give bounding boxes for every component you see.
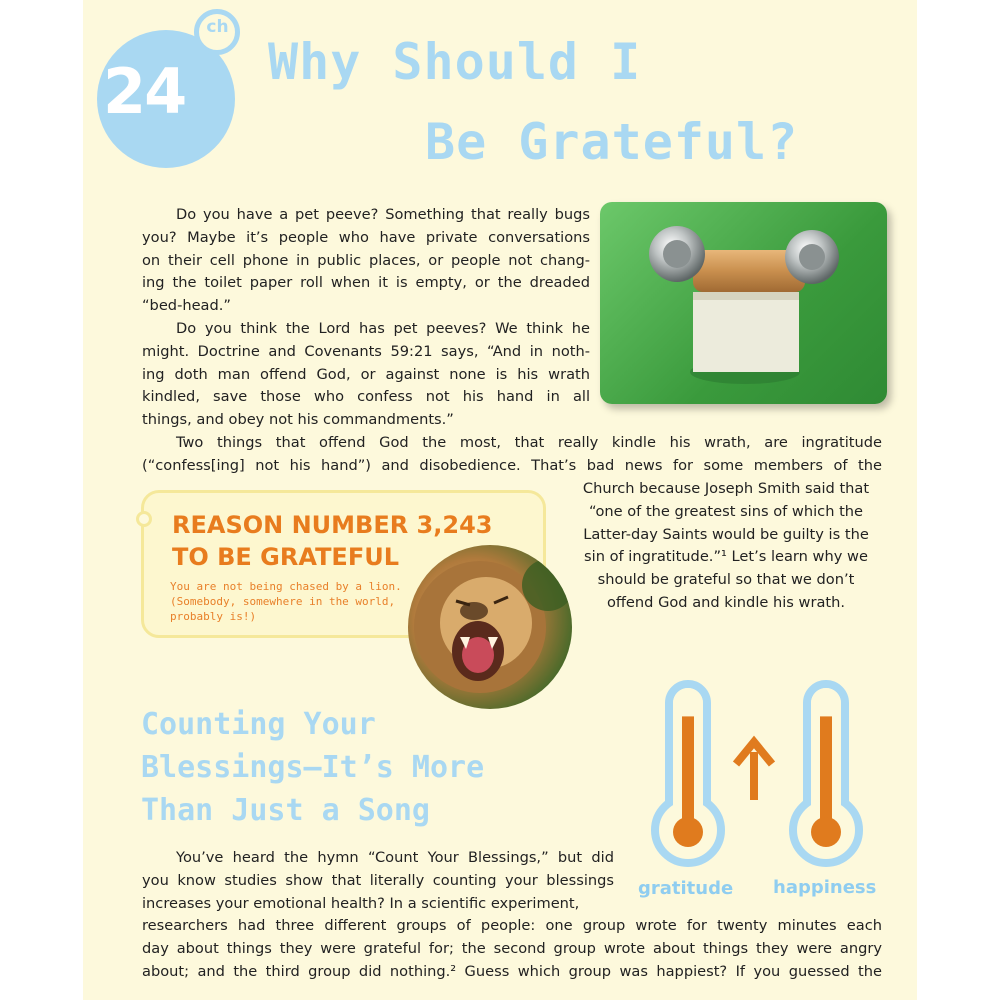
- text-line: “bed-head.”: [142, 297, 231, 315]
- callout-notch: [136, 511, 152, 527]
- section-heading-line-3: Than Just a Song: [141, 793, 430, 828]
- toilet-paper-illustration: [600, 202, 887, 404]
- gratitude-label: gratitude: [638, 878, 734, 899]
- text-line: Church because Joseph Smith said that: [582, 480, 870, 497]
- gratitude-mercury: [682, 716, 694, 830]
- text-line: kindled, save those who confess not his hand in all: [142, 388, 590, 406]
- text-line: on their cell phone in public places, or people not chang-: [142, 251, 590, 269]
- gratitude-happiness-thermometers: [638, 680, 878, 870]
- text-line: Latter-day Saints would be guilty is the: [583, 525, 869, 543]
- text-line: ing the toilet paper roll when it is empty, or the dreaded: [142, 274, 590, 292]
- text-line: offend God and kindle his wrath.: [606, 593, 846, 611]
- intro-paragraph-3-continued: [568, 478, 884, 615]
- lion-photo: [408, 545, 572, 709]
- section-heading-line-2: Blessings—It’s More: [141, 750, 485, 785]
- text-line: increases your emotional health? In a scientific experiment,: [142, 894, 580, 912]
- callout-heading-line-1: REASON NUMBER 3,243: [172, 511, 493, 539]
- text-line: researchers had three different groups of people: one group wrote for twenty minutes each: [142, 917, 882, 934]
- text-line: Do you think the Lord has pet peeves? We think he: [176, 320, 590, 337]
- text-line: You’ve heard the hymn “Count Your Blessings,” but did: [176, 849, 614, 866]
- section-heading-line-1: Counting Your: [141, 707, 376, 742]
- intro-paragraph-2: [142, 318, 590, 432]
- gratitude-thermometer: [655, 684, 721, 863]
- happiness-mercury: [820, 716, 832, 830]
- text-line: ing doth man offend God, or against none is his wrath: [142, 365, 590, 383]
- text-line: day about things they were grateful for; the second group wrote about things they were angry: [142, 939, 882, 957]
- lion-illustration: [408, 545, 572, 709]
- body-paragraph-left: [142, 847, 614, 915]
- toilet-paper-photo: [600, 202, 887, 404]
- chapter-label: ch: [206, 17, 229, 37]
- up-arrow-icon: [736, 742, 772, 800]
- page-title-line-2: Be Grateful?: [425, 113, 799, 171]
- text-line: things, and obey not his commandments.”: [142, 411, 454, 429]
- text-line: you? Maybe it’s people who have private conversations: [142, 228, 590, 246]
- text-line: about; and the third group did nothing.² Guess which group was happiest? If you guessed the: [142, 962, 882, 980]
- text-line: (“confess[ing] not his hand”) and disobedience. That’s bad news for some members of the: [142, 456, 882, 474]
- callout-text: You are not being chased by a lion. (Somebody, somewhere in the world, probably is!): [170, 580, 402, 623]
- happiness-label: happiness: [773, 877, 877, 898]
- text-line: you know studies show that literally counting your blessings: [142, 871, 614, 889]
- text-line: Two things that offend God the most, that really kindle his wrath, are ingratitude: [176, 434, 882, 451]
- body-paragraph-full: [142, 915, 882, 983]
- text-line: might. Doctrine and Covenants 59:21 says, “And in noth-: [142, 342, 590, 360]
- text-line: “one of the greatest sins of which the: [588, 502, 864, 520]
- text-line: should be grateful so that we don’t: [597, 571, 855, 589]
- intro-paragraph-3: [142, 432, 882, 478]
- text-line: sin of ingratitude.”¹ Let’s learn why we: [584, 548, 868, 566]
- book-page: [83, 0, 917, 1000]
- happiness-thermometer: [793, 684, 859, 863]
- chapter-number: 24: [103, 55, 186, 128]
- text-line: Do you have a pet peeve? Something that really bugs: [176, 206, 590, 223]
- callout-heading-line-2: TO BE GRATEFUL: [172, 543, 400, 571]
- page-title-line-1: Why Should I: [268, 33, 642, 91]
- intro-paragraph-1: [142, 204, 590, 318]
